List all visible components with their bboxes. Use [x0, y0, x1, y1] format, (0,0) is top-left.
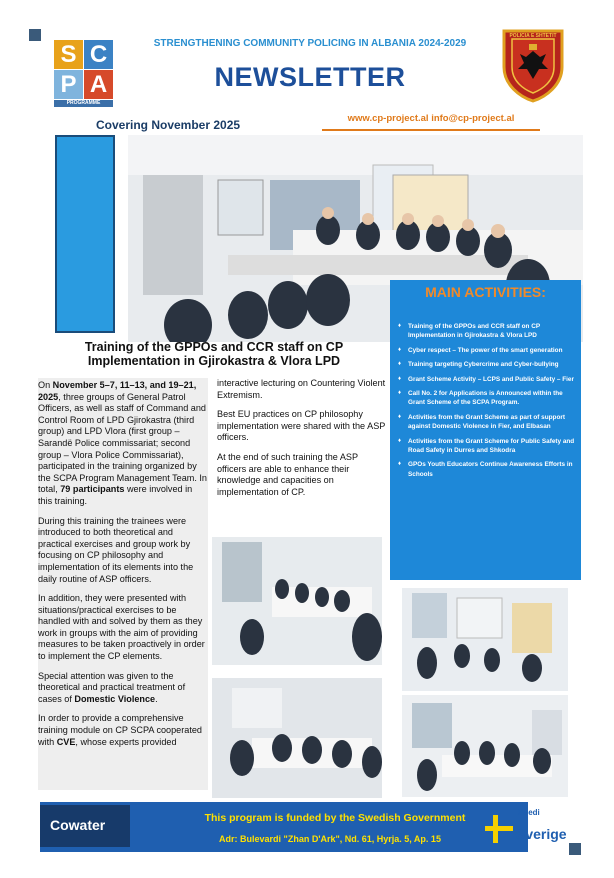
article-paragraph: interactive lecturing on Countering Violent Extremism. — [217, 378, 386, 400]
scpa-logo — [54, 40, 114, 106]
funding-statement: This program is funded by the Swedish Government — [204, 812, 466, 824]
list-item[interactable]: ♦ Cyber respect – The power of the smart generation — [398, 346, 576, 355]
covering-period: Covering November 2025 — [96, 118, 241, 132]
article-paragraph: Special attention was given to the theoretical and practical treatment of cases of Domestic Violence. — [38, 670, 186, 704]
article-paragraph: In order to provide a comprehensive training module on CP SCPA cooperated with CVE, whose experts provided — [38, 713, 202, 747]
logo-letter-a: A — [84, 70, 113, 99]
list-item[interactable]: ♦ Call No. 2 for Applications is Announced within the Grant Scheme of the SCPA Program. — [398, 389, 576, 408]
main-activities-title: MAIN ACTIVITIES: — [425, 284, 546, 300]
badge-text: POLICIA E SHTETIT — [509, 33, 557, 39]
article-paragraph: On November 5–7, 11–13, and 19–21, 2025, three groups of General Patrol Officers, as well as staff of Command and Control Room of LPD Gjirokastra (third group) and LPD Vlora (first group – Sarandë Police commissariat; second group – Vlora Police Commissariat), participated in the training organized by the SCPA Program Management Team. In total, 79 participants were involved in this training. — [38, 380, 207, 506]
article-paragraph: During this training the trainees were introduced to both theoretical and practical exercises and group work by focusing on CP philosophy and implementation of its elements into the daily routine of ASP officers. — [38, 515, 194, 584]
training-photo-2 — [212, 537, 382, 665]
article-paragraph: Best EU practices on CP philosophy implementation were shared with the ASP officers. — [217, 409, 386, 443]
list-item[interactable]: ♦ Training targeting Cybercrime and Cyber-bullying — [398, 360, 576, 369]
sverige-label: Sverige — [516, 826, 567, 842]
training-photo-3 — [212, 678, 382, 798]
suedi-label: Suedi — [518, 808, 540, 817]
sweden-flag-icon — [485, 815, 513, 843]
orange-rule — [322, 129, 540, 131]
article-title: Training of the GPPOs and CCR staff on CP Implementation in Gjirokastra & Vlora LPD — [84, 340, 344, 368]
logo-letter-s: S — [54, 40, 83, 69]
cowater-logo — [40, 805, 130, 847]
logo-letter-c: C — [84, 40, 113, 69]
corner-decoration — [29, 29, 41, 41]
list-item[interactable]: ♦ Activities from the Grant Scheme for Public Safety and Road Safety in Durres and Shkodra — [398, 437, 576, 456]
logo-programme: PROGRAMME — [54, 100, 113, 107]
corner-decoration — [569, 843, 581, 855]
training-photo-5 — [402, 695, 568, 797]
list-item[interactable]: ♦ GPOs Youth Educators Continue Awareness Efforts in Schools — [398, 460, 576, 479]
list-item[interactable]: ♦ Activities from the Grant Scheme as part of support against Domestic Violence in Fier, and Elbasan — [398, 413, 576, 432]
blue-decoration-box — [55, 135, 115, 333]
list-item[interactable]: ♦ Training of the GPPOs and CCR staff on CP Implementation in Gjirokastra & Vlora LPD — [398, 322, 576, 341]
main-activities-panel — [390, 280, 581, 580]
logo-letter-p: P — [54, 70, 83, 99]
police-badge-icon — [498, 27, 568, 103]
contact-links[interactable]: www.cp-project.al info@cp-project.al — [347, 113, 515, 124]
article-column-1 — [38, 378, 208, 790]
activities-list — [398, 322, 576, 484]
address: Adr: Bulevardi "Zhan D'Ark", Nd. 61, Hyrja. 5, Ap. 15 — [219, 834, 441, 844]
page-title: NEWSLETTER — [214, 62, 406, 92]
tagline: STRENGTHENING COMMUNITY POLICING IN ALBANIA 2024-2029 — [153, 38, 467, 49]
article-column-2 — [217, 378, 387, 506]
training-photo-4 — [402, 588, 568, 691]
list-item[interactable]: ♦ Grant Scheme Activity – LCPS and Public Safety – Fier — [398, 375, 576, 384]
cowater-text: Cowater — [50, 817, 106, 833]
article-paragraph: At the end of such training the ASP officers are able to enhance their knowledge and capacities on implementation of CP. — [217, 451, 358, 497]
article-paragraph: In addition, they were presented with situations/practical exercises to be handled with and solved by them as they work in groups with the aim of providing measures to be taken proactively in order to implement the CP elements. — [38, 593, 205, 662]
